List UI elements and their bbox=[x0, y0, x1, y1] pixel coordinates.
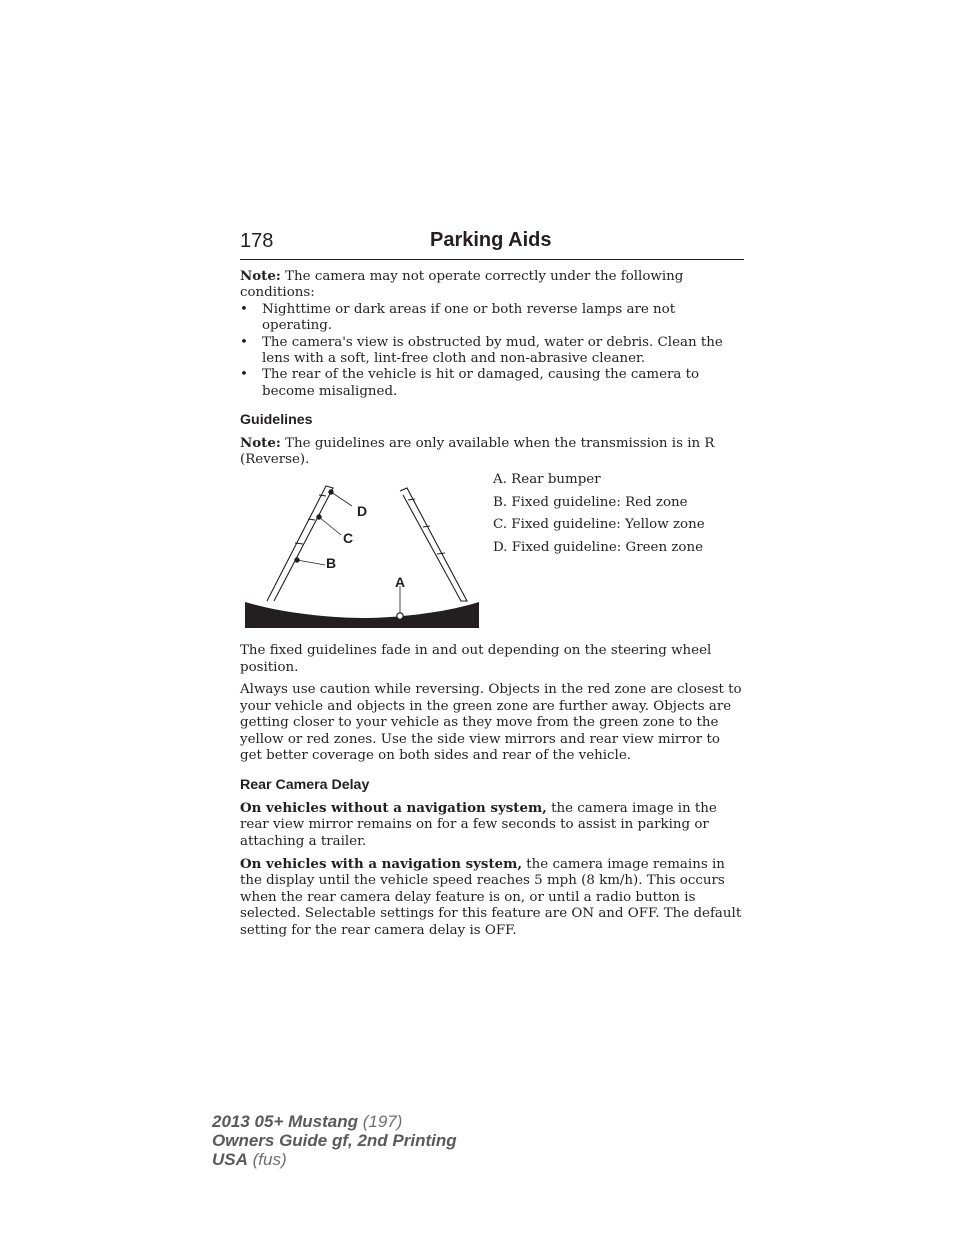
page-footer bbox=[212, 1112, 457, 1169]
page-number: 178 bbox=[240, 230, 274, 252]
guidelines-heading: Guidelines bbox=[240, 412, 313, 429]
note-label: Note: bbox=[240, 434, 281, 451]
note-text: The camera may not operate correctly under the following conditions: bbox=[240, 269, 684, 301]
footer-line-3 bbox=[212, 1150, 457, 1169]
callout-point-a bbox=[397, 613, 403, 619]
note-text: The guidelines are only available when the transmission is in R (Reverse). bbox=[240, 435, 715, 468]
page-body bbox=[240, 268, 744, 939]
section-title: Parking Aids bbox=[430, 229, 552, 251]
figure-legend bbox=[493, 472, 705, 562]
footer-market-code: (fus) bbox=[247, 1150, 287, 1169]
with-navigation-paragraph bbox=[240, 856, 744, 939]
label-b: B bbox=[326, 555, 337, 572]
guidelines-figure bbox=[240, 468, 744, 643]
guidelines-diagram bbox=[245, 480, 485, 640]
guidelines-paragraph: The fixed guidelines fade in and out depending on the steering wheel position. bbox=[240, 643, 712, 675]
footer-code: (197) bbox=[358, 1112, 403, 1131]
rear-camera-delay-heading: Rear Camera Delay bbox=[240, 777, 370, 794]
camera-note bbox=[240, 268, 744, 302]
without-navigation-paragraph bbox=[240, 800, 744, 850]
paragraph-text: the camera image remains in the display until the vehicle speed reaches 5 mph (8 km/h). This occurs when the rear camera delay feature is on, or until a radio button is selected. Selectable settings for this feature are ON and OFF. The default setting for the rear camera delay is OFF. bbox=[240, 856, 742, 938]
label-a: A bbox=[395, 574, 406, 591]
label-c: C bbox=[343, 530, 354, 547]
legend-item: A. Rear bumper bbox=[493, 472, 601, 488]
bold-lead-in: On vehicles with a navigation system, bbox=[240, 855, 522, 872]
rear-bumper bbox=[245, 602, 479, 628]
list-item: • The rear of the vehicle is hit or damaged, causing the camera to become misaligned. bbox=[240, 367, 744, 400]
footer-line-2: Owners Guide gf, 2nd Printing bbox=[212, 1131, 457, 1150]
page-header bbox=[240, 226, 744, 260]
legend-item: C. Fixed guideline: Yellow zone bbox=[493, 517, 705, 533]
legend-item: D. Fixed guideline: Green zone bbox=[493, 539, 703, 555]
paragraph-text: the camera image in the rear view mirror remains on for a few seconds to assist in parking or attaching a trailer. bbox=[240, 800, 717, 849]
callout-lines bbox=[295, 490, 400, 613]
bold-lead-in: On vehicles without a navigation system, bbox=[240, 799, 547, 816]
footer-market: USA bbox=[212, 1150, 248, 1169]
legend-item: B. Fixed guideline: Red zone bbox=[493, 494, 688, 510]
note-label: Note: bbox=[240, 268, 281, 284]
list-item: • The camera's view is obstructed by mud, water or debris. Clean the lens with a soft, lint-free cloth and non-abrasive cleaner. bbox=[240, 335, 744, 368]
manual-page bbox=[240, 226, 744, 939]
guidelines-note bbox=[240, 435, 744, 469]
conditions-list bbox=[240, 302, 744, 400]
caution-paragraph: Always use caution while reversing. Objects in the red zone are closest to your vehicle and objects in the green zone are further away. Objects are getting closer to your vehicle as they move from the green zone to the yellow or red zones. Use the side view mirrors and rear view mirror to get better coverage on both sides and rear of the vehicle. bbox=[240, 682, 742, 763]
left-guideline bbox=[267, 486, 333, 601]
label-d: D bbox=[357, 503, 368, 520]
right-guideline bbox=[400, 488, 467, 601]
list-item: • Nighttime or dark areas if one or both reverse lamps are not operating. bbox=[240, 302, 744, 335]
footer-line-1 bbox=[212, 1112, 457, 1131]
footer-model: 2013 05+ Mustang bbox=[212, 1112, 358, 1131]
